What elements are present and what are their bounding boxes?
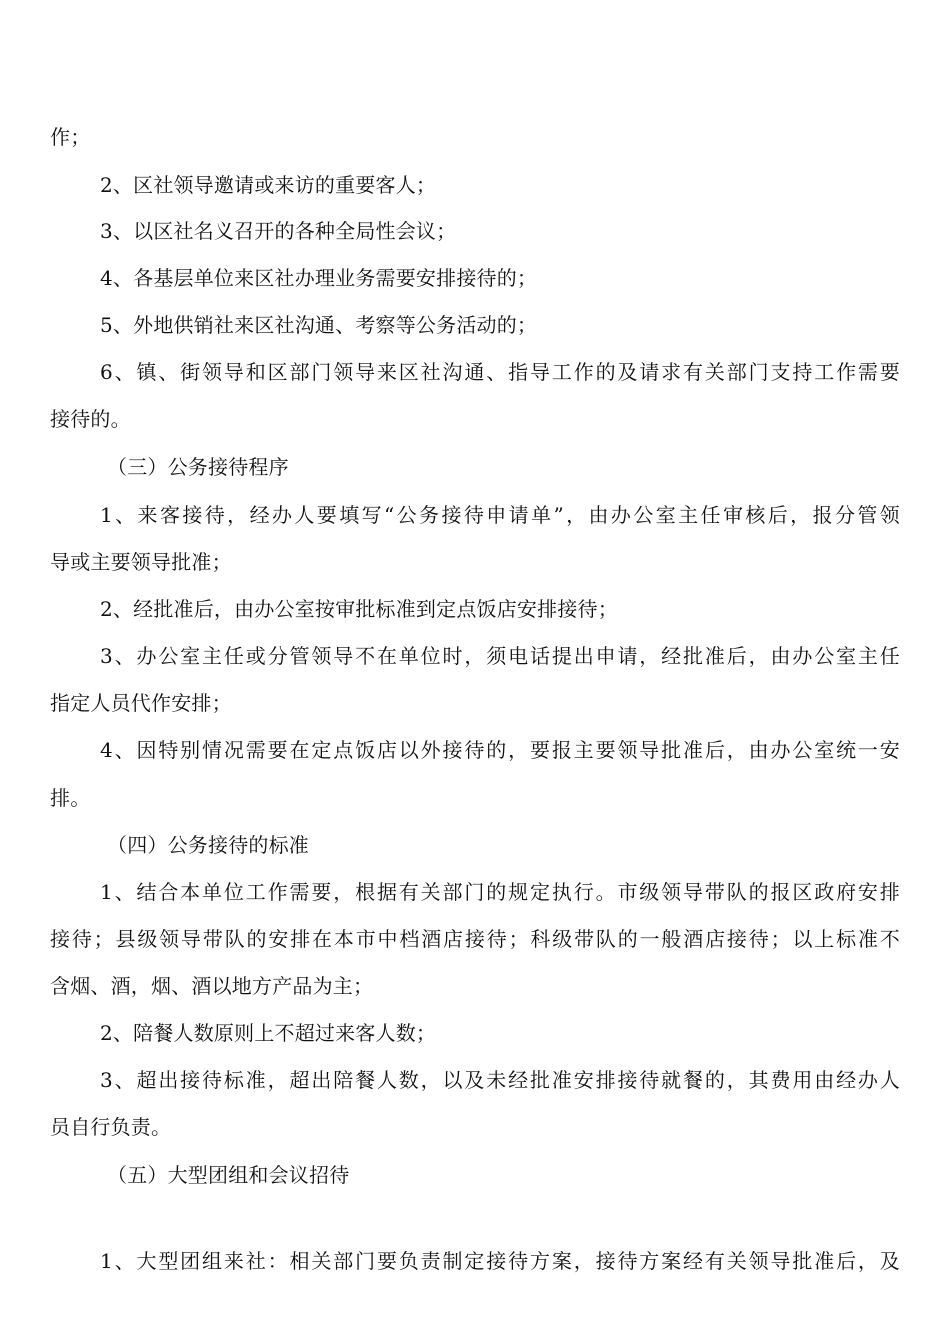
list-item: 1、大型团组来社：相关部门要负责制定接待方案，接待方案经有关领导批准后，及: [100, 1249, 900, 1273]
list-item: 1、来客接待，经办人要填写“公务接待申请单”，由办公室主任审核后，报分管领: [100, 503, 900, 527]
paragraph-line: 指定人员代作安排；: [50, 691, 232, 715]
list-item: 4、各基层单位来区社办理业务需要安排接待的；: [100, 266, 538, 290]
list-item: 3、办公室主任或分管领导不在单位时，须电话提出申请，经批准后，由办公室主任: [100, 644, 900, 668]
list-item: 2、区社领导邀请或来访的重要客人；: [100, 173, 437, 197]
list-item: 3、超出接待标准，超出陪餐人数，以及未经批准安排接待就餐的，其费用由经办人: [100, 1068, 900, 1092]
section-heading: （三）公务接待程序: [107, 455, 289, 479]
section-heading: （四）公务接待的标准: [107, 833, 309, 857]
paragraph-line: 排。: [50, 786, 91, 810]
section-heading: （五）大型团组和会议招待: [107, 1163, 350, 1187]
list-item: 5、外地供销社来区社沟通、考察等公务活动的；: [100, 313, 538, 337]
list-item: 2、经批准后，由办公室按审批标准到定点饭店安排接待；: [100, 597, 618, 621]
list-item: 3、以区社名义召开的各种全局性会议；: [100, 219, 457, 243]
list-item: 2、陪餐人数原则上不超过来客人数；: [100, 1021, 437, 1045]
paragraph-line: 含烟、酒，烟、酒以地方产品为主；: [50, 974, 374, 998]
paragraph-line: 接待的。: [50, 407, 131, 431]
paragraph-line: 接待；县级领导带队的安排在本市中档酒店接待；科级带队的一般酒店接待；以上标准不: [50, 927, 900, 951]
paragraph-line: 作；: [50, 125, 91, 149]
list-item: 1、结合本单位工作需要，根据有关部门的规定执行。市级领导带队的报区政府安排: [100, 880, 900, 904]
list-item: 4、因特别情况需要在定点饭店以外接待的，要报主要领导批准后，由办公室统一安: [100, 738, 900, 762]
list-item: 6、镇、街领导和区部门领导来区社沟通、指导工作的及请求有关部门支持工作需要: [100, 360, 900, 384]
paragraph-line: 员自行负责。: [50, 1115, 172, 1139]
paragraph-line: 导或主要领导批准；: [50, 550, 232, 574]
